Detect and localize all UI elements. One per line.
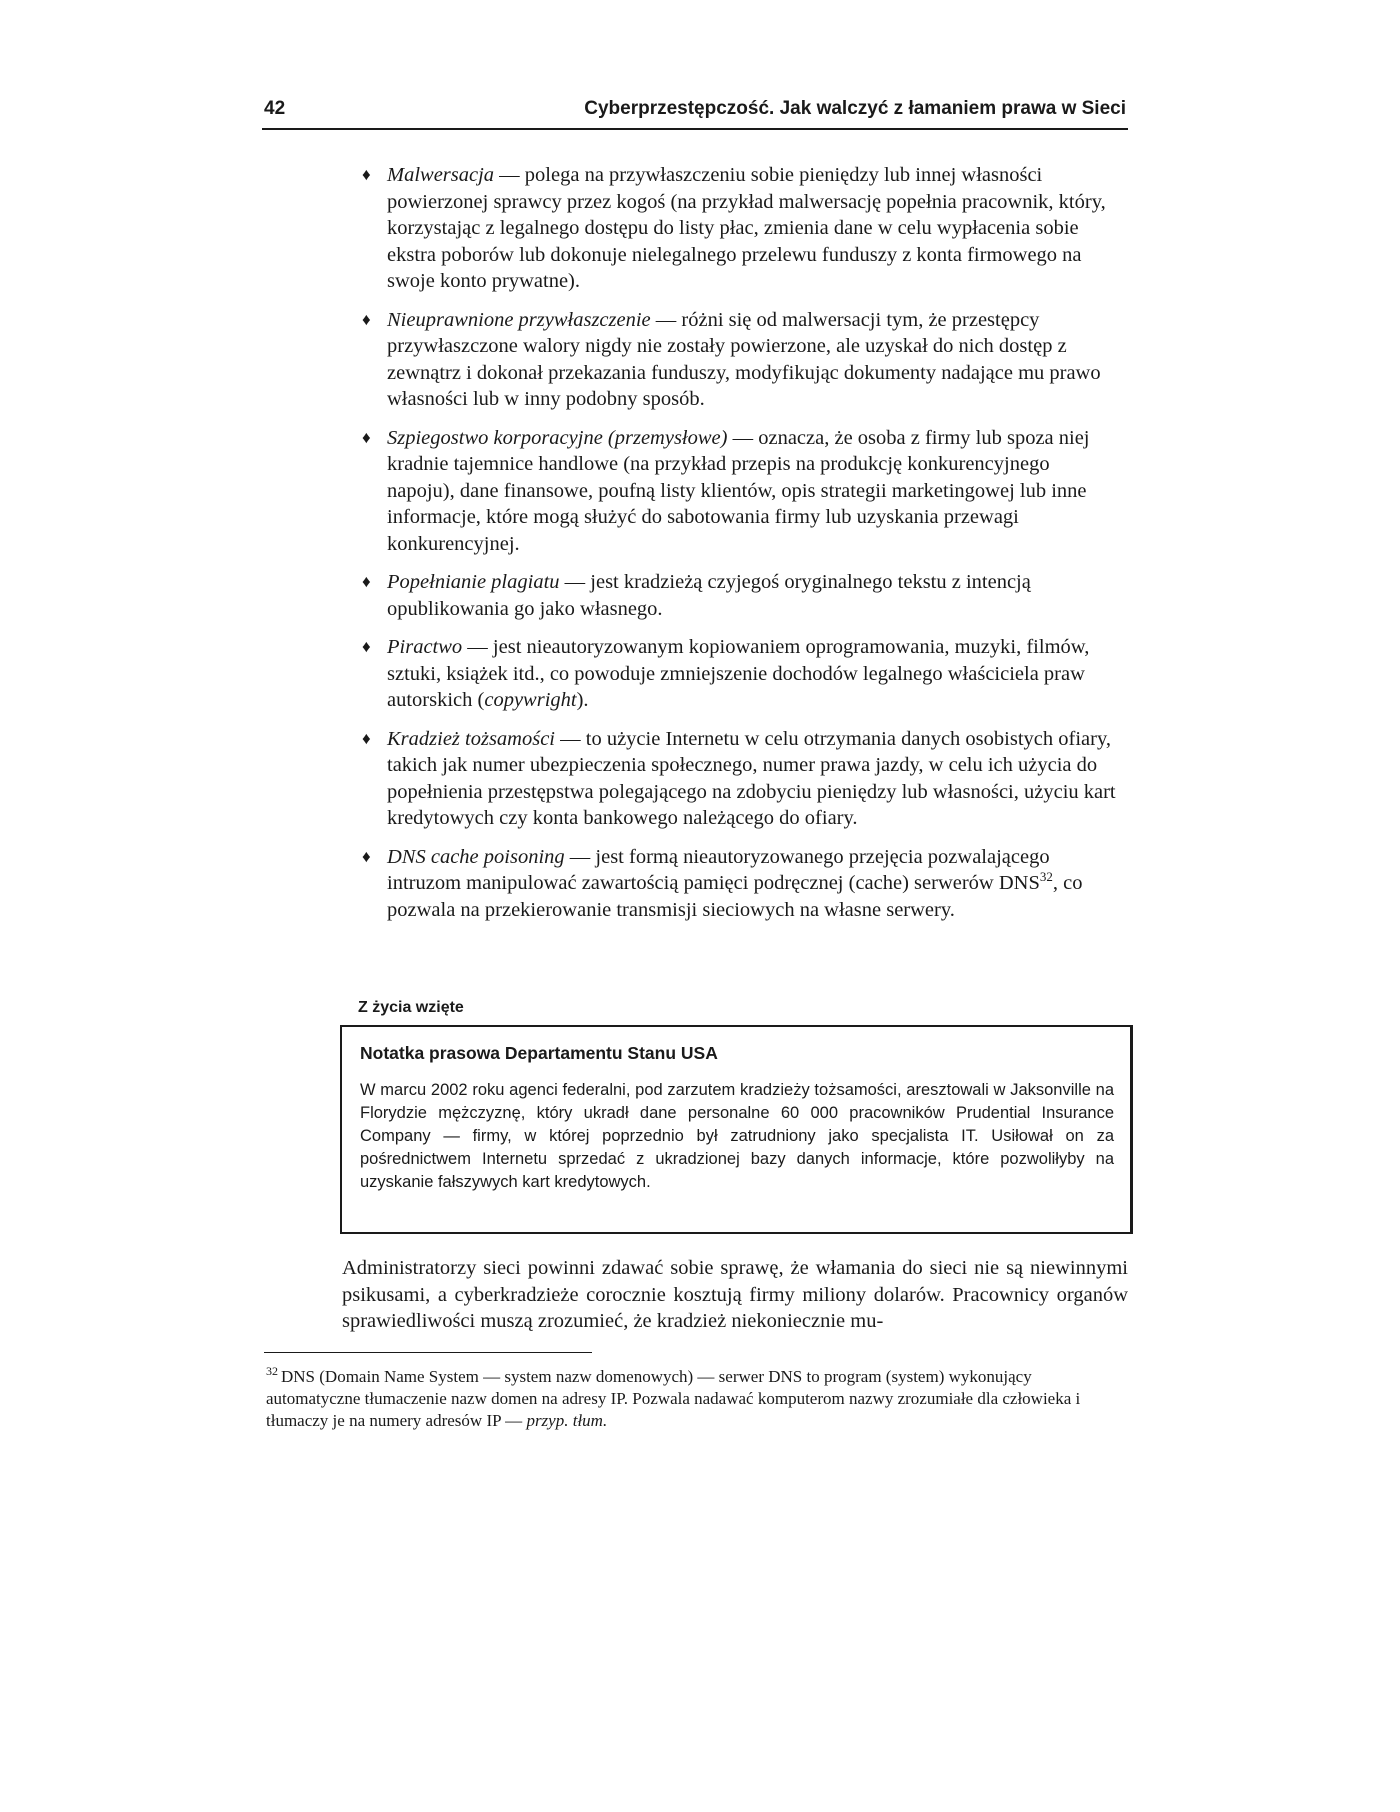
bullet-term: DNS cache poisoning [387,845,565,868]
sidebar-title: Notatka prasowa Departamentu Stanu USA [360,1043,718,1063]
bullet-term: Nieuprawnione przywłaszczenie [387,308,651,331]
list-item [362,634,1122,714]
footnote-divider [264,1352,592,1353]
bullet-term: Piractwo [387,636,463,658]
list-item [362,425,1122,558]
list-item [362,162,1122,295]
body-paragraph: Administratorzy sieci powinni zdawać sobie sprawę, że włamania do sieci nie są niewinnymi psikusami, a cyberkradzieże corocznie kosztują firmy miliony dolarów. Pracownicy organów sprawiedliwości muszą zrozumieć, że kradzież niekoniecznie mu- [342,1257,1128,1332]
diamond-bullet-icon: ♦ [362,846,371,866]
diamond-bullet-icon: ♦ [362,637,371,656]
footnote-reference: 32 [1039,869,1053,885]
footnote-emphasis: przyp. tłum. [526,1411,608,1430]
footnote-number: 32 [266,1364,278,1379]
page-number: 42 [264,98,286,119]
diamond-bullet-icon: ♦ [362,728,371,748]
sidebar-label: Z życia wzięte [358,999,464,1016]
bullet-text: — oznacza, że osoba z firmy lub spoza niej kradnie tajemnice handlowe (na przykład przepis na produkcję konkurencyjnego napoju), dane finansowe, poufną listy klientów, opis strategii marketingowej lub inne informacje, które mogą służyć do sabotowania firmy lub uzyskania przewagi konkurencyjnej. [387,426,1090,555]
bullet-text: — jest nieautoryzowanym kopiowaniem oprogramowania, muzyki, filmów, sztuki, książek itd., co powoduje zmniejszenie dochodów legalnego właściciela praw autorskich ( [387,636,1090,711]
bullet-text: — jest formą nieautoryzowanego przejęcia pozwalającego intruzom manipulować zawartością pamięci podręcznej (cache) serwerów DNS [387,845,1050,894]
bullet-text: — polega na przywłaszczeniu sobie pieniędzy lub innej własności powierzonej sprawcy przez kogoś (na przykład malwersację popełnia pracownik, który, korzystając z legalnego dostępu do listy płac, zmienia dane w celu wypłacenia sobie ekstra poborów lub dokonuje nielegalnego przelewu funduszy z konta firmowego na swoje konto prywatne). [387,164,1106,292]
sidebar-body: W marcu 2002 roku agenci federalni, pod zarzutem kradzieży tożsamości, aresztowali w Jaksonville na Florydzie mężczyznę, który ukradł dane personalne 60 000 pracowników Prudential Insurance Company — firmy, w której poprzednio był zatrudniony jako specjalista IT. Usiłował on za pośrednictwem Internetu sprzedać z ukradzionej bazy danych informacje, które pozwoliłyby na uzyskanie fałszywych kart kredytowych. [360,1081,1114,1191]
list-item [362,307,1122,413]
running-header [262,96,1128,130]
book-title: Cyberprzestępczość. Jak walczyć z łamaniem prawa w Sieci [584,98,1126,119]
list-item [362,569,1122,622]
list-item [362,726,1122,832]
bullet-text: — to użycie Internetu w celu otrzymania danych osobistych ofiary, takich jak numer ubezpieczenia społecznego, numer prawa jazdy, w celu ich użycia do popełnienia przestępstwa polegającego na zdobyciu pieniędzy lub własności, użyciu kart kredytowych czy konta bankowego należącego do ofiary. [387,727,1116,829]
footnote [266,1366,1096,1432]
diamond-bullet-icon: ♦ [362,572,371,591]
bullet-text: — różni się od malwersacji tym, że przestępcy przywłaszczone walory nigdy nie zostały powierzone, ale uzyskał do nich dostęp z zewnątrz i dokonał przekazania funduszy, modyfikując dokumenty nadające mu prawo własności lub w inny podobny sposób. [387,308,1101,410]
bullet-term: Malwersacja [387,164,495,186]
bullet-text-after: ). [576,689,589,711]
bullet-text-after: , co pozwala na przekierowanie transmisji sieciowych na własne serwery. [387,872,1083,921]
bullet-text: — jest kradzieżą czyjegoś oryginalnego tekstu z intencją opublikowania go jako własnego. [387,571,1031,620]
footnote-text: DNS (Domain Name System — system nazw domenowych) — serwer DNS to program (system) wykonujący automatyczne tłumaczenie nazw domen na adresy IP. Pozwala nadawać komputerom nazwy zrozumiałe dla człowieka i tłumaczy je na numery adresów IP — [266,1367,1081,1430]
diamond-bullet-icon: ♦ [362,427,371,447]
bullet-emphasis: copywright [484,689,577,711]
sidebar-box [340,1025,1130,1234]
bullet-term: Popełnianie plagiatu [387,571,560,593]
list-item [362,844,1122,924]
bullet-term: Szpiegostwo korporacyjne (przemysłowe) [387,426,728,449]
bullet-term: Kradzież tożsamości [387,727,556,750]
diamond-bullet-icon: ♦ [362,165,371,184]
diamond-bullet-icon: ♦ [362,309,371,329]
bullet-list [362,162,1122,935]
